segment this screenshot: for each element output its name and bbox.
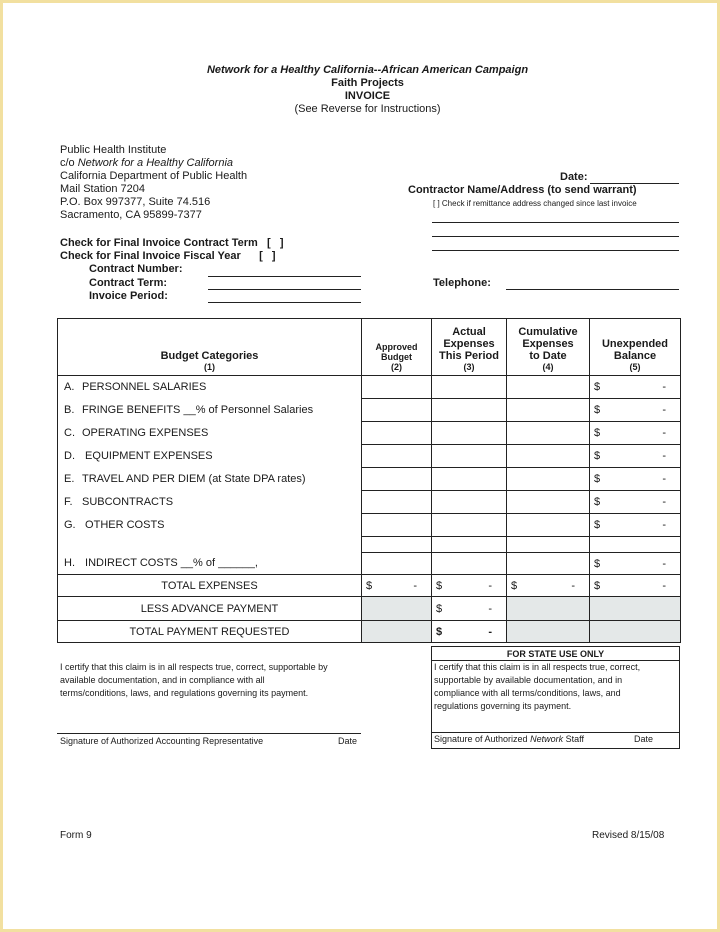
invoice-period-label: Invoice Period: bbox=[89, 290, 168, 302]
approved-budget-cell[interactable] bbox=[362, 422, 432, 445]
cumulative-expenses-cell[interactable] bbox=[507, 468, 590, 491]
budget-category-label bbox=[58, 553, 362, 575]
remittance-checkbox[interactable]: [ ] Check if remittance address changed since last invoice bbox=[433, 199, 637, 208]
certify-right-line-4: regulations governing its payment. bbox=[434, 701, 572, 711]
budget-category-label bbox=[58, 445, 362, 468]
dollar-sign: $ bbox=[594, 450, 601, 462]
cumulative-expenses-header: Cumulative Expenses to Date (4) bbox=[507, 319, 590, 376]
amount-dash: - bbox=[662, 496, 666, 508]
table-row bbox=[58, 514, 681, 537]
budget-category-label bbox=[58, 376, 362, 399]
category-letter: G. bbox=[64, 519, 76, 531]
dollar-sign: $ bbox=[594, 557, 601, 570]
shaded-cell bbox=[507, 621, 590, 643]
amount-dash: - bbox=[662, 450, 666, 462]
cumulative-expenses-cell[interactable] bbox=[507, 422, 590, 445]
state-use-title: FOR STATE USE ONLY bbox=[506, 649, 605, 659]
approved-budget-cell[interactable] bbox=[362, 468, 432, 491]
shaded-cell bbox=[507, 597, 590, 621]
approved-budget-header: Approved Budget (2) bbox=[362, 319, 432, 376]
empty-cell bbox=[58, 537, 362, 553]
telephone-field[interactable] bbox=[506, 289, 679, 290]
certify-right-line-3: compliance with all terms/conditions, laws, and bbox=[434, 688, 621, 698]
unexpended-balance-header: Unexpended Balance (5) bbox=[590, 319, 681, 376]
cumulative-expenses-cell[interactable] bbox=[507, 376, 590, 399]
staff-signature-line[interactable] bbox=[432, 732, 679, 733]
category-name: TRAVEL AND PER DIEM (at State DPA rates) bbox=[82, 473, 306, 485]
contractor-label: Contractor Name/Address (to send warrant) bbox=[408, 184, 637, 196]
final-fiscal-checkbox[interactable]: Check for Final Invoice Fiscal Year [ ] bbox=[60, 250, 276, 262]
staff-signature-label: Signature of Authorized Network Staff bbox=[434, 734, 584, 744]
cumulative-expenses-cell[interactable] bbox=[507, 553, 590, 575]
form-number: Form 9 bbox=[60, 830, 92, 841]
category-letter: H. bbox=[64, 557, 75, 570]
dollar-sign: $ bbox=[594, 427, 601, 439]
invoice-title: INVOICE bbox=[344, 90, 391, 102]
table-row bbox=[58, 376, 681, 399]
total-expenses-row bbox=[58, 575, 681, 597]
actual-expenses-cell[interactable] bbox=[432, 422, 507, 445]
accounting-date-label: Date bbox=[338, 736, 358, 746]
dollar-sign: $ bbox=[594, 404, 601, 416]
budget-category-label bbox=[58, 468, 362, 491]
actual-expenses-header: Actual Expenses This Period (3) bbox=[432, 319, 507, 376]
category-name: OPERATING EXPENSES bbox=[82, 427, 209, 439]
category-letter: F. bbox=[64, 496, 73, 508]
balance-cell[interactable] bbox=[590, 422, 681, 445]
category-letter: B. bbox=[64, 404, 75, 416]
balance-cell[interactable] bbox=[590, 376, 681, 399]
table-row bbox=[58, 553, 681, 575]
certify-right-line-2: supportable by available documentation, and in bbox=[434, 675, 623, 685]
category-letter: A. bbox=[64, 381, 75, 394]
actual-expenses-cell[interactable] bbox=[432, 468, 507, 491]
dollar-sign: $ bbox=[594, 519, 601, 531]
address-line-1: Public Health Institute bbox=[60, 144, 167, 156]
empty-cell[interactable] bbox=[362, 537, 432, 553]
address-line-2: c/o Network for a Healthy California bbox=[60, 157, 234, 169]
contractor-address-line-3[interactable] bbox=[432, 250, 679, 251]
actual-expenses-cell[interactable] bbox=[432, 553, 507, 575]
accounting-signature-label: Signature of Authorized Accounting Representative bbox=[60, 736, 264, 746]
balance-cell[interactable] bbox=[590, 445, 681, 468]
balance-cell[interactable] bbox=[590, 553, 681, 575]
cumulative-expenses-cell[interactable] bbox=[507, 514, 590, 537]
contract-number-label: Contract Number: bbox=[89, 263, 183, 275]
budget-category-label bbox=[58, 422, 362, 445]
certify-left-line-2: available documentation, and in compliance with all bbox=[60, 675, 265, 685]
budget-categories-header: Budget Categories (1) bbox=[58, 319, 362, 376]
dollar-sign: $ bbox=[594, 473, 601, 485]
category-letter: E. bbox=[64, 473, 75, 485]
revision-date: Revised 8/15/08 bbox=[592, 830, 665, 841]
dollar-sign: $ bbox=[594, 381, 601, 393]
table-spacer-row bbox=[58, 537, 681, 553]
contractor-address-line-2[interactable] bbox=[432, 236, 679, 237]
certify-left-line-3: terms/conditions, laws, and regulations governing its payment. bbox=[60, 688, 309, 698]
approved-budget-cell[interactable] bbox=[362, 376, 432, 399]
approved-budget-cell[interactable] bbox=[362, 445, 432, 468]
staff-date-label: Date bbox=[634, 734, 654, 744]
balance-cell[interactable] bbox=[590, 514, 681, 537]
actual-expenses-cell[interactable] bbox=[432, 445, 507, 468]
date-label: Date: bbox=[560, 171, 588, 183]
address-line-5: P.O. Box 997377, Suite 74.516 bbox=[60, 196, 211, 208]
shaded-cell bbox=[590, 597, 681, 621]
balance-cell[interactable] bbox=[590, 468, 681, 491]
table-row bbox=[58, 468, 681, 491]
empty-cell[interactable] bbox=[432, 537, 507, 553]
empty-cell[interactable] bbox=[590, 537, 681, 553]
certify-right-line-1: I certify that this claim is in all respects true, correct, bbox=[434, 662, 641, 672]
total-expenses-label: TOTAL EXPENSES bbox=[58, 575, 362, 597]
certify-left-line-1: I certify that this claim is in all respects true, correct, supportable by bbox=[60, 662, 328, 672]
actual-expenses-cell[interactable] bbox=[432, 491, 507, 514]
total-payment-cell[interactable]: $ - bbox=[432, 621, 507, 643]
actual-expenses-cell[interactable] bbox=[432, 376, 507, 399]
total-balance-cell[interactable]: $ - bbox=[590, 575, 681, 597]
budget-table bbox=[57, 318, 681, 643]
dollar-sign: $ bbox=[594, 496, 601, 508]
category-name: EQUIPMENT EXPENSES bbox=[82, 450, 213, 462]
address-line-4: Mail Station 7204 bbox=[60, 183, 145, 195]
table-row bbox=[58, 445, 681, 468]
amount-dash: - bbox=[662, 557, 666, 570]
approved-budget-cell[interactable] bbox=[362, 514, 432, 537]
contract-number-field[interactable] bbox=[208, 276, 361, 277]
total-cumulative-cell[interactable]: $ - bbox=[507, 575, 590, 597]
telephone-label: Telephone: bbox=[433, 277, 491, 289]
budget-category-label bbox=[58, 399, 362, 422]
category-name: OTHER COSTS bbox=[82, 519, 165, 531]
budget-category-label bbox=[58, 491, 362, 514]
actual-expenses-cell[interactable] bbox=[432, 399, 507, 422]
contract-term-label: Contract Term: bbox=[89, 277, 168, 289]
total-payment-row bbox=[58, 621, 681, 643]
shaded-cell bbox=[590, 621, 681, 643]
amount-dash: - bbox=[662, 519, 666, 531]
cumulative-expenses-cell[interactable] bbox=[507, 491, 590, 514]
approved-budget-cell[interactable] bbox=[362, 491, 432, 514]
accounting-signature-line[interactable] bbox=[57, 733, 361, 734]
empty-cell[interactable] bbox=[507, 537, 590, 553]
category-name: SUBCONTRACTS bbox=[82, 496, 174, 508]
amount-dash: - bbox=[662, 473, 666, 485]
final-term-checkbox[interactable]: Check for Final Invoice Contract Term [ ] bbox=[60, 237, 284, 249]
amount-dash: - bbox=[662, 404, 666, 416]
category-name: INDIRECT COSTS __% of ______, bbox=[82, 557, 258, 570]
total-actual-cell[interactable]: $ - bbox=[432, 575, 507, 597]
cumulative-expenses-cell[interactable] bbox=[507, 445, 590, 468]
invoice-period-field[interactable] bbox=[208, 302, 361, 303]
shaded-cell bbox=[362, 597, 432, 621]
project-title: Faith Projects bbox=[331, 77, 404, 89]
balance-cell[interactable] bbox=[590, 399, 681, 422]
balance-cell[interactable] bbox=[590, 491, 681, 514]
shaded-cell bbox=[362, 621, 432, 643]
approved-budget-cell[interactable] bbox=[362, 399, 432, 422]
cumulative-expenses-cell[interactable] bbox=[507, 399, 590, 422]
total-approved-cell[interactable]: $ - bbox=[362, 575, 432, 597]
address-line-6: Sacramento, CA 95899-7377 bbox=[60, 209, 202, 221]
category-letter: D. bbox=[64, 450, 75, 462]
amount-dash: - bbox=[662, 427, 666, 439]
advance-payment-cell[interactable]: $ - bbox=[432, 597, 507, 621]
contractor-address-line-1[interactable] bbox=[432, 222, 679, 223]
budget-category-label bbox=[58, 514, 362, 537]
contract-term-field[interactable] bbox=[208, 289, 361, 290]
less-advance-label: LESS ADVANCE PAYMENT bbox=[58, 597, 362, 621]
category-name: FRINGE BENEFITS __% of Personnel Salaries bbox=[82, 404, 314, 416]
actual-expenses-cell[interactable] bbox=[432, 514, 507, 537]
state-use-divider bbox=[432, 660, 679, 661]
table-row bbox=[58, 491, 681, 514]
campaign-title: Network for a Healthy California--African American Campaign bbox=[206, 64, 529, 76]
table-header-row bbox=[58, 319, 681, 376]
total-payment-label: TOTAL PAYMENT REQUESTED bbox=[58, 621, 362, 643]
instructions-note: (See Reverse for Instructions) bbox=[294, 103, 441, 115]
approved-budget-cell[interactable] bbox=[362, 553, 432, 575]
category-letter: C. bbox=[64, 427, 75, 439]
amount-dash: - bbox=[662, 381, 666, 393]
less-advance-row bbox=[58, 597, 681, 621]
address-line-3: California Department of Public Health bbox=[60, 170, 248, 182]
table-row bbox=[58, 399, 681, 422]
category-name: PERSONNEL SALARIES bbox=[82, 381, 207, 394]
table-row bbox=[58, 422, 681, 445]
